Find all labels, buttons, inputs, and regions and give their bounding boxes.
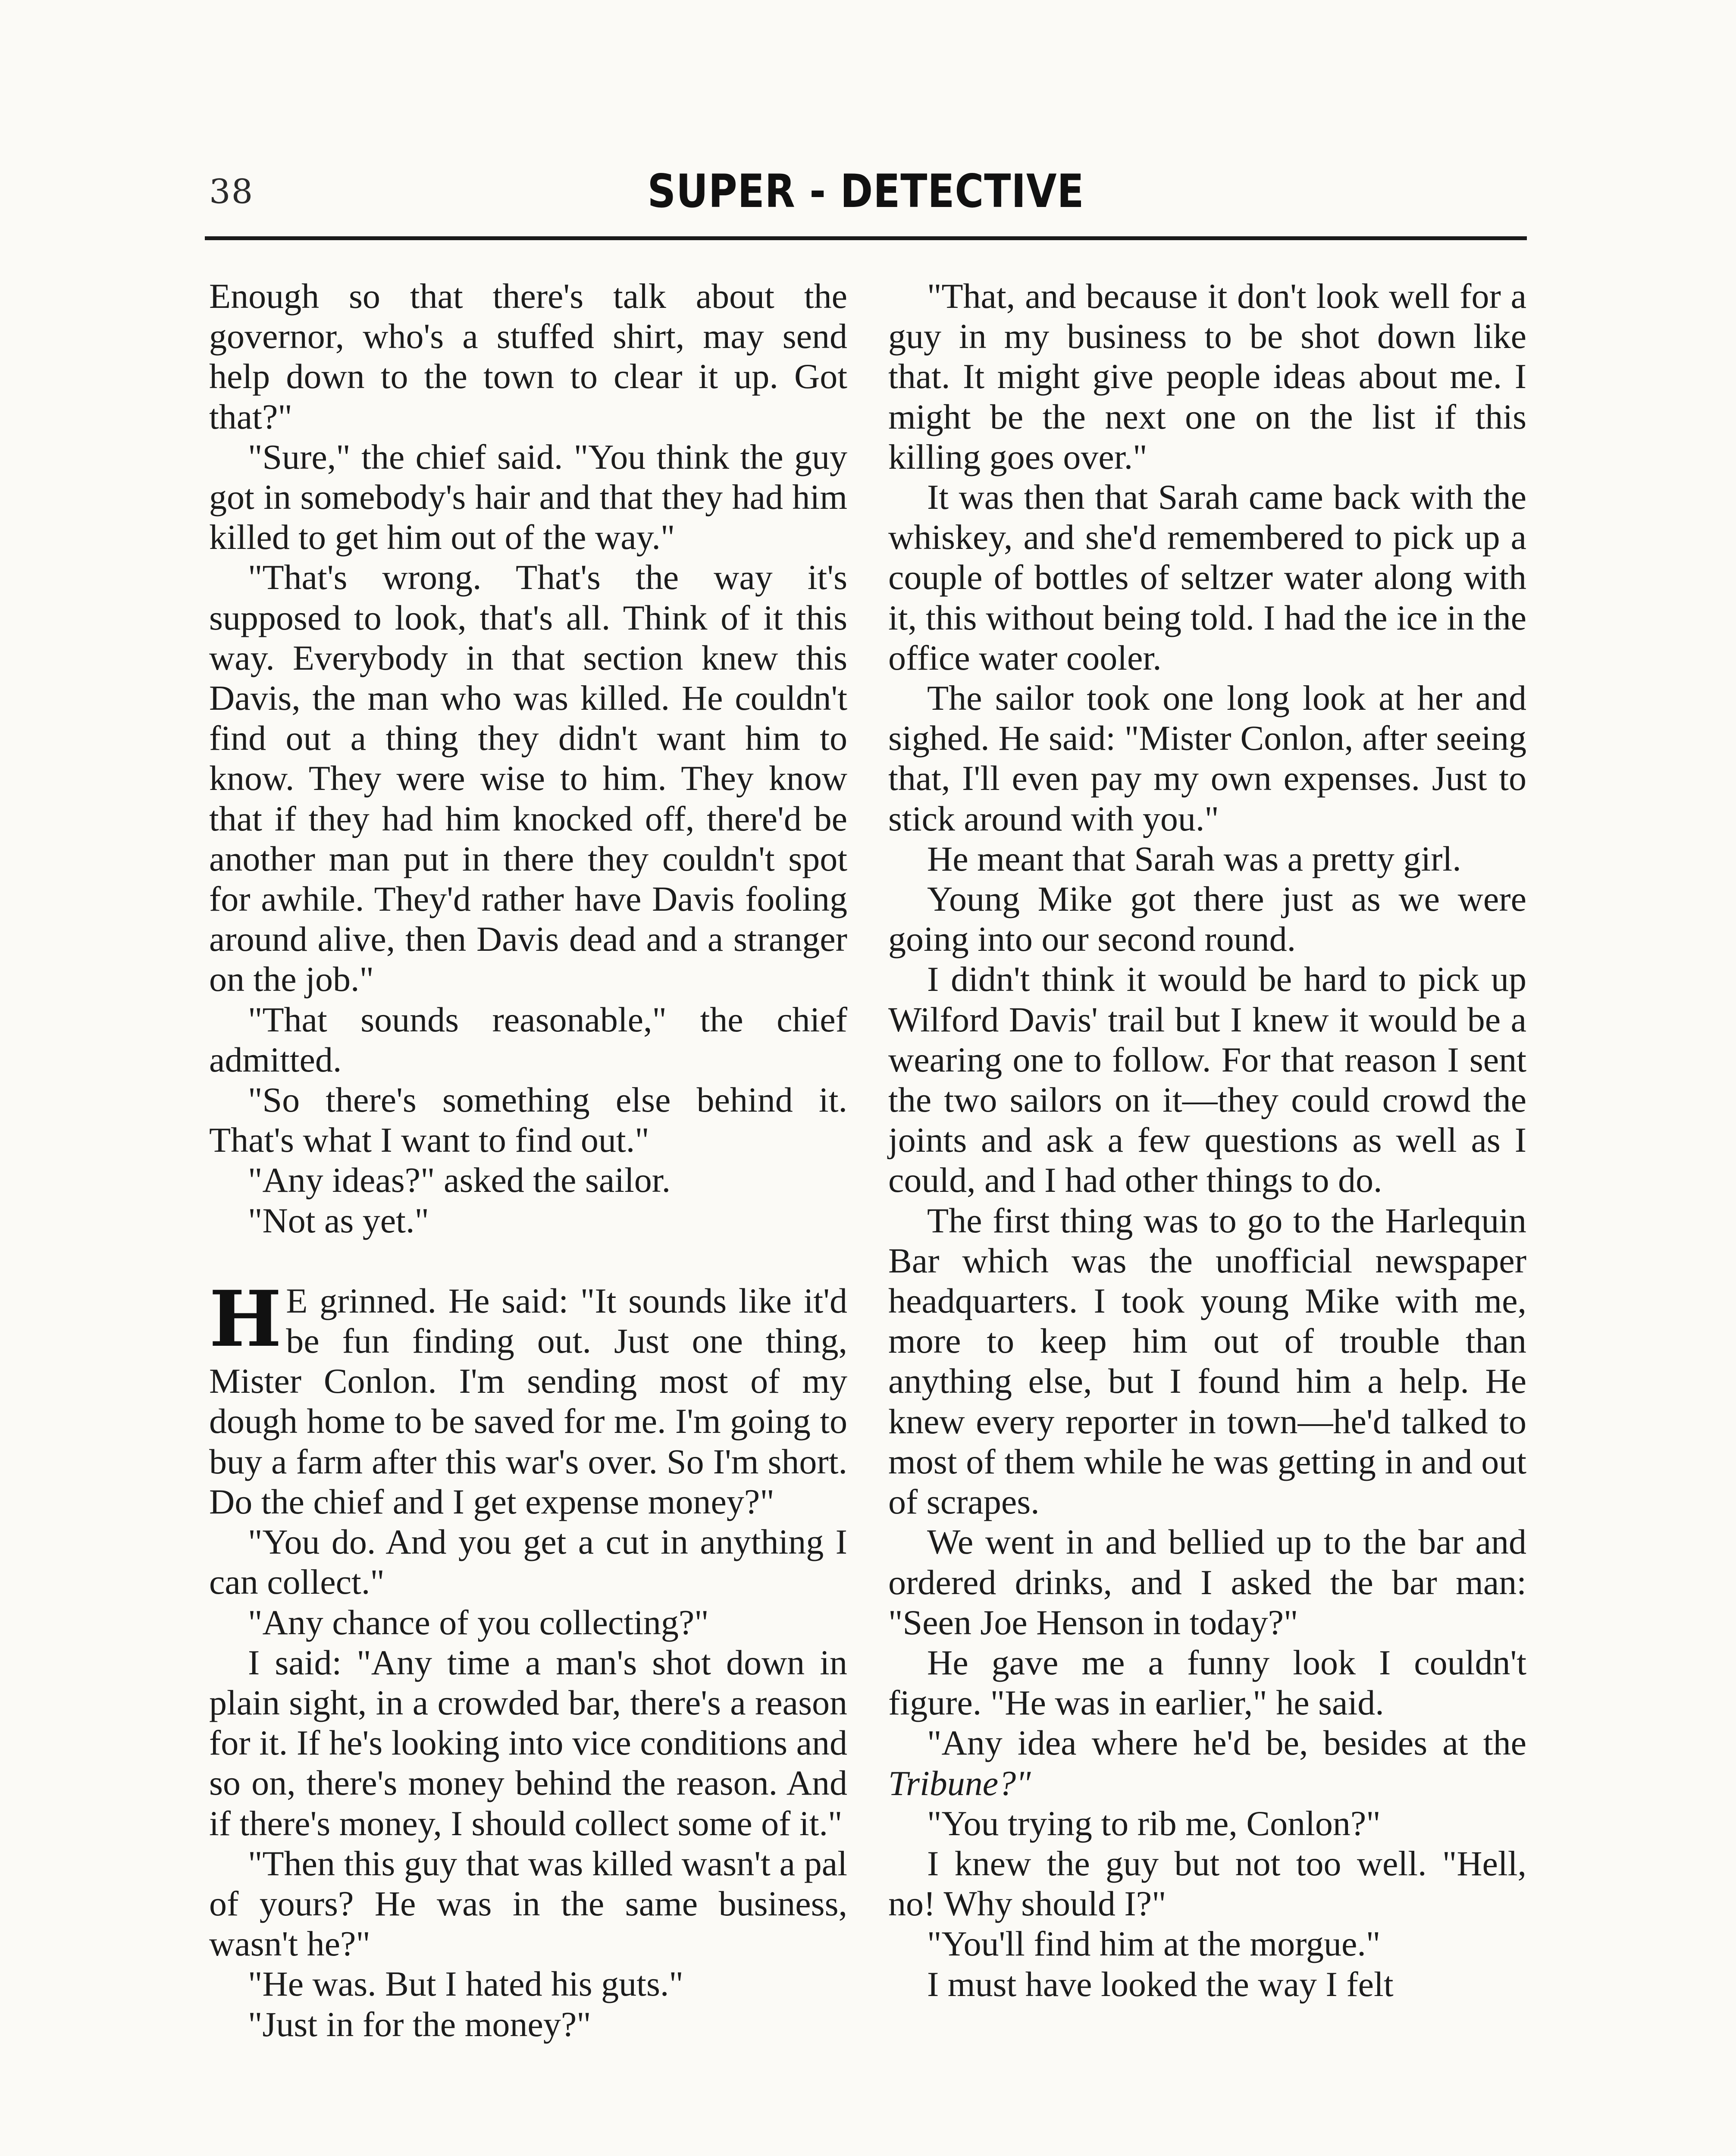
- paragraph: Enough so that there's talk about the governor, who's a stuffed shirt, may send help down to the town to clear it up. Got that?": [209, 276, 847, 436]
- paragraph: "He was. But I hated his guts.": [248, 1964, 683, 2004]
- paragraph: I must have looked the way I felt: [927, 1964, 1394, 2004]
- right-column: [888, 276, 1526, 2004]
- paragraph: The sailor took one long look at her and sighed. He said: "Mister Conlon, after seeing that, I'll even pay my own expenses. Just to stick around with you.": [888, 678, 1526, 838]
- paragraph: It was then that Sarah came back with the whiskey, and she'd remembered to pick up a couple of bottles of seltzer water along with it, this without being told. I had the ice in the office water cooler.: [888, 477, 1526, 677]
- paragraph: "So there's something else behind it. That's what I want to find out.": [209, 1080, 847, 1160]
- paragraph: "Any chance of you collecting?": [248, 1602, 709, 1642]
- paragraph: "Any ideas?" asked the sailor.: [248, 1160, 671, 1200]
- paragraph: "That, and because it don't look well for a guy in my business to be shot down like that. It might give people ideas about me. I might be the next one on the list if this killing goes over.": [888, 276, 1526, 476]
- paragraph: The first thing was to go to the Harlequin Bar which was the unofficial newspaper headquarters. I took young Mike with me, more to keep him out of trouble than anything else, but I found him a help. He knew every reporter in town—he'd talked to most of them while he was getting in and out of scrapes.: [888, 1200, 1526, 1522]
- paragraph: "Just in for the money?": [248, 2004, 591, 2044]
- paragraph: I said: "Any time a man's shot down in plain sight, in a crowded bar, there's a reason for it. If he's looking into vice conditions and so on, there's money behind the reason. And if there's money, I should collect some of it.": [209, 1642, 847, 1843]
- paragraph: "You'll find him at the morgue.": [927, 1924, 1381, 1964]
- paragraph: "Not as yet.": [248, 1200, 429, 1240]
- page-number: 38: [209, 172, 254, 211]
- left-column: [209, 276, 847, 2044]
- paragraph: "That's wrong. That's the way it's supposed to look, that's all. Think of it this way. Everybody in that section knew this Davis, the man who was killed. He couldn't find out a thing they didn't want him to know. They were wise to him. They know that if they had him knocked off, there'd be another man put in there they couldn't spot for awhile. They'd rather have Davis fooling around alive, then Davis dead and a stranger on the job.": [209, 558, 847, 999]
- paragraph: I knew the guy but not too well. "Hell, no! Why should I?": [888, 1843, 1526, 1924]
- paragraph: He gave me a funny look I couldn't figure. "He was in earlier," he said.: [888, 1642, 1526, 1723]
- tribune-italic: Tribune?": [888, 1763, 1031, 1803]
- drop-cap: H: [209, 1273, 282, 1364]
- paragraph: "Sure," the chief said. "You think the guy got in somebody's hair and that they had him killed to get him out of the way.": [209, 437, 847, 557]
- paragraph: I didn't think it would be hard to pick up Wilford Davis' trail but I knew it would be a wearing one to follow. For that reason I sent the two sailors on it—they could crowd the joints and ask a few questions as well as I could, and I had other things to do.: [888, 959, 1526, 1200]
- magazine-title: SUPER - DETECTIVE: [647, 165, 1084, 218]
- dropcap-paragraph: [209, 1273, 847, 1522]
- header-rule: [205, 236, 1527, 240]
- paragraph: He meant that Sarah was a pretty girl.: [927, 839, 1461, 878]
- paragraph: "You do. And you get a cut in anything I can collect.": [209, 1522, 847, 1602]
- tribune-paragraph: [888, 1723, 1526, 1803]
- paragraph: We went in and bellied up to the bar and ordered drinks, and I asked the bar man: "Seen Joe Henson in today?": [888, 1522, 1526, 1642]
- page-header: [205, 160, 1527, 224]
- paragraph: "That sounds reasonable," the chief admitted.: [209, 1000, 847, 1079]
- paragraph: Young Mike got there just as we were going into our second round.: [888, 879, 1526, 959]
- paragraph: "You trying to rib me, Conlon?": [927, 1803, 1381, 1843]
- paragraph: "Then this guy that was killed wasn't a pal of yours? He was in the same business, wasn't he?": [209, 1843, 847, 1964]
- dropcap-paragraph-text: E grinned. He said: "It sounds like it'd be fun finding out. Just one thing, Mister Conlon. I'm sending most of my dough home to be saved for me. I'm going to buy a farm after this war's over. So I'm short. Do the chief and I get expense money?": [209, 1281, 847, 1521]
- tribune-paragraph-text: "Any idea where he'd be, besides at the: [927, 1723, 1526, 1763]
